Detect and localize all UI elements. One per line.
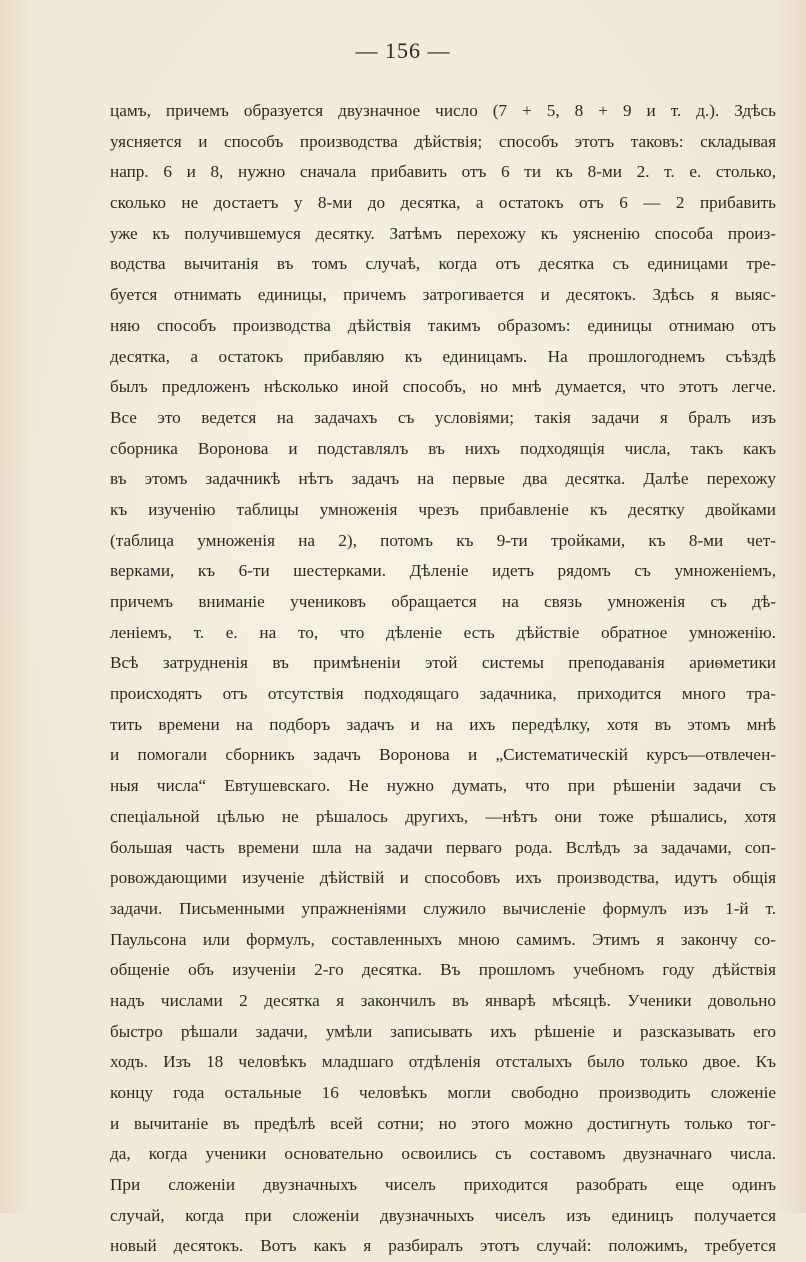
text-line: къ изученію таблицы умноженія чрезъ прибавленіе къ десятку двойками — [110, 499, 776, 519]
text-line: сколько не достаетъ у 8-ми до десятка, а остатокъ отъ 6 — 2 прибавить — [110, 193, 776, 213]
text-line: напр. 6 и 8, нужно сначала прибавить отъ 6 ти къ 8-ми 2. т. е. столько, — [110, 162, 776, 182]
text-line: ходъ. Изъ 18 человѣкъ младшаго отдѣленія отсталыхъ было только двое. Къ — [110, 1052, 776, 1072]
text-line: происходятъ отъ отсутствія подходящаго задачника, приходится много тра- — [110, 684, 776, 704]
text-line: концу года остальные 16 человѣкъ могли свободно производить сложеніе — [110, 1083, 776, 1102]
text-line: быстро рѣшали задачи, умѣли записывать ихъ рѣшеніе и разсказывать его — [110, 1021, 776, 1041]
text-line: спеціальной цѣлью не рѣшалось другихъ, —нѣтъ они тоже рѣшались, хотя — [110, 806, 776, 826]
text-line: уже къ получившемуся десятку. Затѣмъ перехожу къ уясненію способа произ- — [110, 223, 776, 243]
text-line: водства вычитанія въ томъ случаѣ, когда отъ десятка съ единицами тре- — [110, 254, 776, 274]
text-line: общеніе объ изученіи 2-го десятка. Въ прошломъ учебномъ году дѣйствія — [110, 960, 776, 980]
text-line: няю способъ производства дѣйствія такимъ образомъ: единицы отнимаю отъ — [110, 315, 776, 335]
text-line: Всѣ затрудненія въ примѣненіи этой системы преподаванія ариѳметики — [110, 653, 776, 673]
page-number: — 156 — — [355, 38, 451, 63]
text-line: да, когда ученики основательно освоились съ составомъ двузначнаго числа. — [110, 1144, 776, 1164]
text-line: причемъ вниманіе учениковъ обращается на связь умноженія съ дѣ- — [110, 592, 776, 611]
text-line: Все это ведется на задачахъ съ условіями; такія задачи я бралъ изъ — [110, 407, 776, 427]
text-line: большая часть времени шла на задачи перваго рода. Вслѣдъ за задачами, соп- — [110, 837, 776, 857]
text-line: тить времени на подборъ задачъ и на ихъ передѣлку, хотя въ этомъ мнѣ — [110, 714, 776, 734]
text-line: десятка, а остатокъ прибавляю къ единицамъ. На прошлогоднемъ съѣздѣ — [110, 346, 776, 366]
body-text — [110, 96, 776, 1262]
text-line: буется отнимать единицы, причемъ затрогивается и десятокъ. Здѣсь я выяс- — [110, 285, 776, 305]
text-line: леніемъ, т. е. на то, что дѣленіе есть дѣйствіе обратное умноженію. — [110, 622, 776, 642]
text-line: цамъ, причемъ образуется двузначное число (7 + 5, 8 + 9 и т. д.). Здѣсь — [110, 101, 776, 120]
text-line: новый десятокъ. Вотъ какъ я разбиралъ этотъ случай: положимъ, требуется — [110, 1236, 776, 1256]
text-line: и помогали сборникъ задачъ Воронова и „Систематическій курсъ—отвлечен- — [110, 745, 776, 765]
text-line: случай, когда при сложеніи двузначныхъ чиселъ изъ единицъ получается — [110, 1205, 776, 1225]
text-line: и вычитаніе въ предѣлѣ всей сотни; но этого можно достигнуть только тог- — [110, 1113, 776, 1133]
text-line: надъ числами 2 десятка я закончилъ въ январѣ мѣсяцѣ. Ученики довольно — [110, 990, 776, 1010]
text-line: (таблица умноженія на 2), потомъ къ 9-ти тройками, къ 8-ми чет- — [110, 530, 776, 550]
text-line: При сложеніи двузначныхъ чиселъ приходится разобрать еще одинъ — [110, 1175, 776, 1195]
text-line: въ этомъ задачникѣ нѣтъ задачъ на первые два десятка. Далѣе перехожу — [110, 469, 776, 489]
text-line: Паульсона или формулъ, составленныхъ мною самимъ. Этимъ я закончу со- — [110, 929, 776, 949]
text-line: сборника Воронова и подставлялъ въ нихъ подходящія числа, такъ какъ — [110, 438, 776, 458]
text-line: задачи. Письменными упражненіями служило вычисленіе формулъ изъ 1-й т. — [110, 898, 776, 918]
text-line: ровождающими изученіе дѣйствій и способовъ ихъ производства, идутъ общія — [110, 868, 776, 888]
text-line: былъ предложенъ нѣсколько иной способъ, но мнѣ думается, что этотъ легче. — [110, 377, 776, 397]
text-line: верками, къ 6-ти шестерками. Дѣленіе идетъ рядомъ съ умноженіемъ, — [110, 561, 776, 581]
text-line: ныя числа“ Евтушевскаго. Не нужно думать, что при рѣшеніи задачи съ — [110, 776, 776, 796]
text-line: уясняется и способъ производства дѣйствія; способъ этотъ таковъ: складывая — [110, 131, 776, 151]
